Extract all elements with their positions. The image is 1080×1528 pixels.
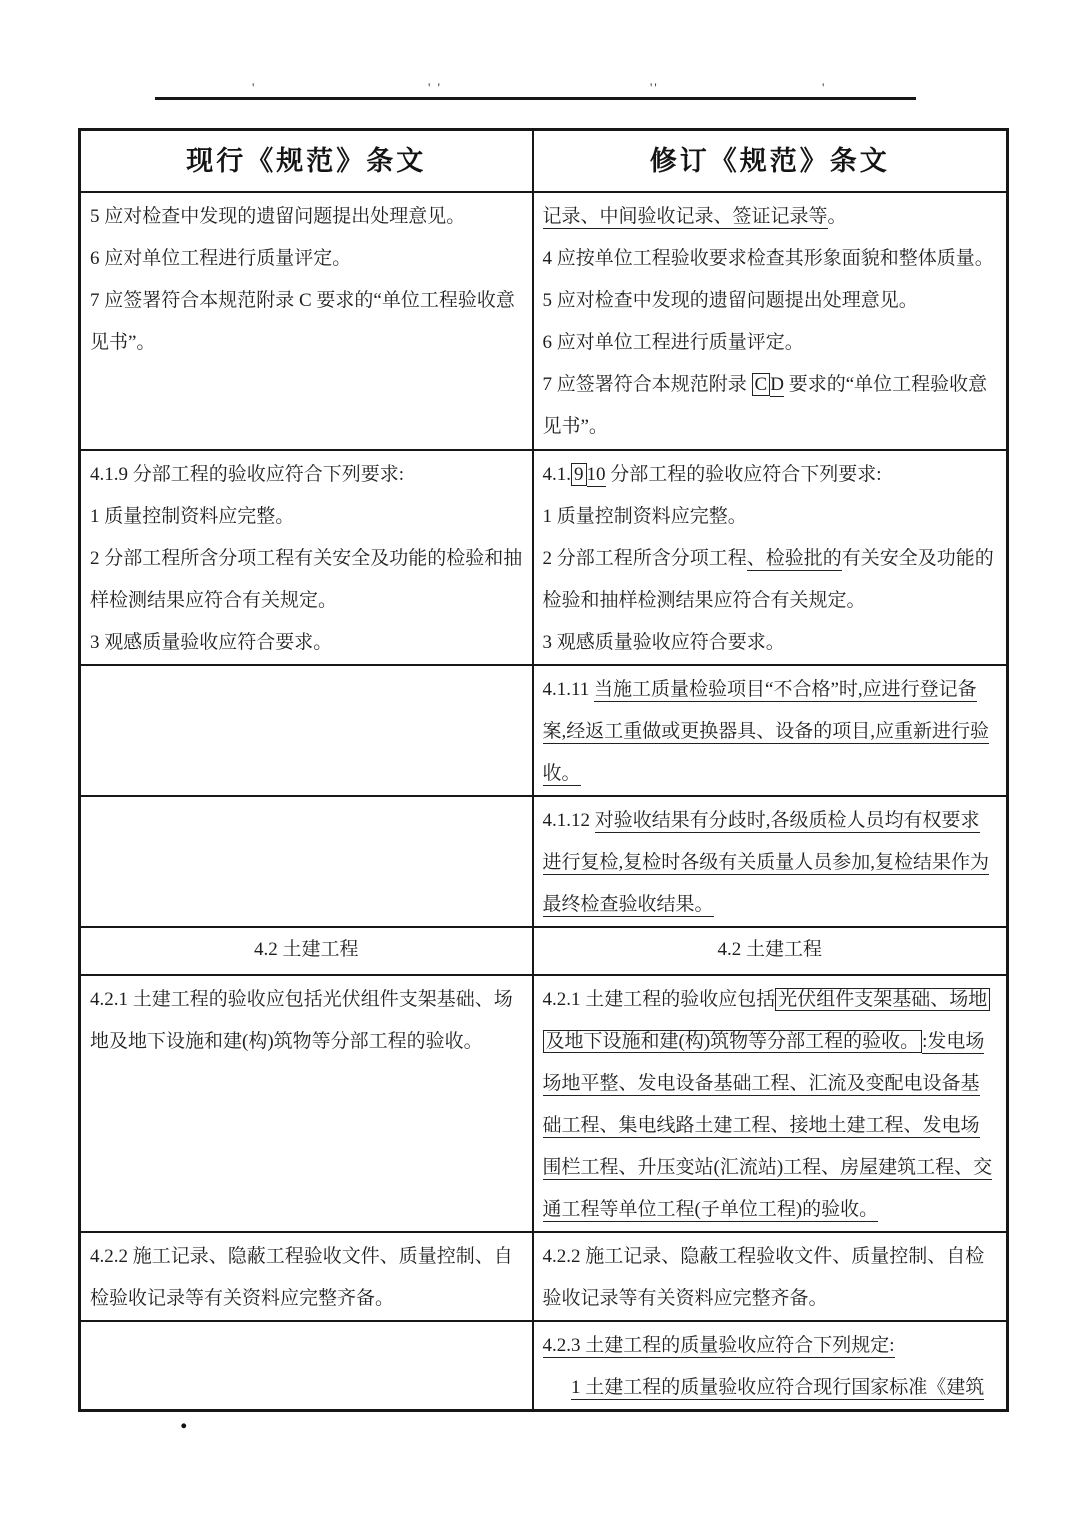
paragraph: [90, 1236, 523, 1320]
text-segment: 6 应对单位工程进行质量评定。: [90, 247, 352, 269]
text-segment: 1 质量控制资料应完整。: [90, 505, 295, 527]
text-segment: 4.2.1 土建工程的验收应包括: [542, 988, 776, 1010]
header-cell-current: 现行《规范》条文: [80, 130, 533, 192]
header-rule: [155, 97, 916, 100]
paragraph: [543, 669, 998, 795]
header-cell-revised: 修订《规范》条文: [533, 130, 1008, 192]
inserted-text: 记录、中间验收记录、签证记录等: [542, 205, 828, 227]
table-row: [80, 1321, 1008, 1411]
cell-current: [80, 450, 533, 665]
text-segment: 2 分部工程所含分项工程有关安全及功能的检验和抽样检测结果应符合有关规定。: [90, 547, 523, 611]
deleted-text: C: [752, 373, 771, 396]
paragraph: [90, 454, 523, 496]
paragraph: [543, 1367, 998, 1409]
text-segment: 3 观感质量验收应符合要求。: [90, 631, 333, 653]
paragraph: [90, 238, 523, 280]
text-segment: 4.1.12: [542, 809, 595, 831]
paragraph: [543, 454, 998, 496]
cell-revised: [533, 665, 1008, 796]
text-segment: 4.2.1 土建工程的验收应包括光伏组件支架基础、场地及地下设施和建(构)筑物等分部工程的验收。: [90, 988, 513, 1052]
comparison-table: [78, 128, 1009, 1412]
table-row: [80, 665, 1008, 796]
deleted-text: 光伏组件支架基础、场地及地下设施和建(构)筑物等分部工程的验收。: [543, 988, 991, 1053]
inserted-text: 对验收结果有分歧时,各级质检人员均有权要求进行复检,复检时各级有关质量人员参加,复检结果作为最终检查验收结果。: [542, 809, 990, 915]
inserted-text: 、检验批的: [746, 547, 842, 569]
text-segment: 分部工程的验收应符合下列要求:: [605, 463, 882, 485]
paragraph: [543, 538, 998, 622]
cell-revised: [533, 1321, 1008, 1411]
paragraph: [543, 1236, 998, 1320]
text-segment: 4.2 土建工程: [717, 938, 822, 960]
table-row: [80, 927, 1008, 975]
cell-current: [80, 665, 533, 796]
cell-revised: [533, 192, 1008, 450]
cell-current: [80, 796, 533, 927]
text-segment: 。: [827, 205, 847, 227]
table-row: [80, 796, 1008, 927]
cell-revised: [533, 1232, 1008, 1321]
paragraph: [543, 322, 998, 364]
paragraph: [90, 280, 523, 364]
inserted-text: :发电场场地平整、发电设备基础工程、汇流及变配电设备基础工程、集电线路土建工程、接地土建工程、发电场围栏工程、升压变站(汇流站)工程、房屋建筑工程、交通工程等单位工程(子单位工程)的验收。: [542, 1030, 993, 1220]
paragraph: [90, 196, 523, 238]
text-segment: 5 应对检查中发现的遗留问题提出处理意见。: [542, 289, 918, 311]
table-row: [80, 450, 1008, 665]
text-segment: 7 应签署符合本规范附录: [542, 373, 752, 395]
cell-current: [80, 1321, 533, 1411]
text-segment: 4.2 土建工程: [253, 938, 359, 960]
text-segment: 7 应签署符合本规范附录 C 要求的“单位工程验收意见书”。: [90, 289, 515, 353]
paragraph: [90, 622, 523, 664]
inserted-text: 当施工质量检验项目“不合格”时,应进行登记备案,经返工重做或更换器具、设备的项目,应重新进行验收。: [542, 678, 990, 784]
comparison-table-body: [80, 192, 1008, 1411]
cell-revised: [533, 927, 1008, 975]
cell-current: [80, 975, 533, 1232]
scan-artifact-mark: '': [650, 80, 659, 95]
paragraph: [90, 929, 523, 971]
inserted-text: 10: [586, 463, 606, 485]
paragraph: [543, 196, 998, 238]
cell-current: [80, 192, 533, 450]
paragraph: [90, 979, 523, 1063]
cell-current: [80, 927, 533, 975]
paragraph: [543, 929, 998, 971]
paragraph: [543, 364, 998, 448]
text-segment: 6 应对单位工程进行质量评定。: [542, 331, 804, 353]
scan-artifact-mark: ' ': [428, 80, 442, 95]
inserted-text: 4.2.3 土建工程的质量验收应符合下列规定:: [542, 1334, 895, 1356]
scan-artifact-dot: .: [180, 1402, 188, 1435]
table-row: [80, 975, 1008, 1232]
paragraph: [543, 496, 998, 538]
text-segment: 4.2.2 施工记录、隐蔽工程验收文件、质量控制、自检验收记录等有关资料应完整齐备。: [542, 1245, 985, 1309]
text-segment: 4.1.: [542, 463, 571, 485]
text-segment: 4.1.11: [542, 678, 595, 700]
text-segment: 4.2.2 施工记录、隐蔽工程验收文件、质量控制、自检验收记录等有关资料应完整齐备。: [90, 1245, 513, 1309]
scan-artifact-mark: ': [822, 80, 827, 95]
cell-current: [80, 1232, 533, 1321]
text-segment: 有关安全及功能的检验和抽样检测结果应符合有关规定。: [542, 547, 994, 611]
inserted-text: 1 土建工程的质量验收应符合现行国家标准《建筑: [571, 1376, 985, 1398]
paragraph: [90, 496, 523, 538]
text-segment: 要求的“单位工程验收意见书”。: [542, 373, 988, 437]
paragraph: [543, 800, 998, 926]
paragraph: [543, 979, 998, 1231]
paragraph: [543, 238, 998, 280]
inserted-text: D: [770, 373, 784, 395]
text-segment: 2 分部工程所含分项工程: [542, 547, 747, 569]
paragraph: [543, 280, 998, 322]
table-row: [80, 192, 1008, 450]
paragraph: [543, 622, 998, 664]
text-segment: 3 观感质量验收应符合要求。: [542, 631, 785, 653]
deleted-text: 9: [571, 463, 587, 486]
text-segment: 5 应对检查中发现的遗留问题提出处理意见。: [90, 205, 466, 227]
cell-revised: [533, 450, 1008, 665]
table-header-row: [80, 130, 1008, 192]
text-segment: 4.1.9 分部工程的验收应符合下列要求:: [90, 463, 405, 485]
table-row: [80, 1232, 1008, 1321]
text-segment: 1 质量控制资料应完整。: [542, 505, 747, 527]
scan-artifact-mark: ': [252, 80, 257, 95]
text-segment: 4 应按单位工程验收要求检查其形象面貌和整体质量。: [542, 247, 994, 269]
cell-revised: [533, 975, 1008, 1232]
paragraph: [543, 1325, 998, 1367]
paragraph: [90, 538, 523, 622]
cell-revised: [533, 796, 1008, 927]
